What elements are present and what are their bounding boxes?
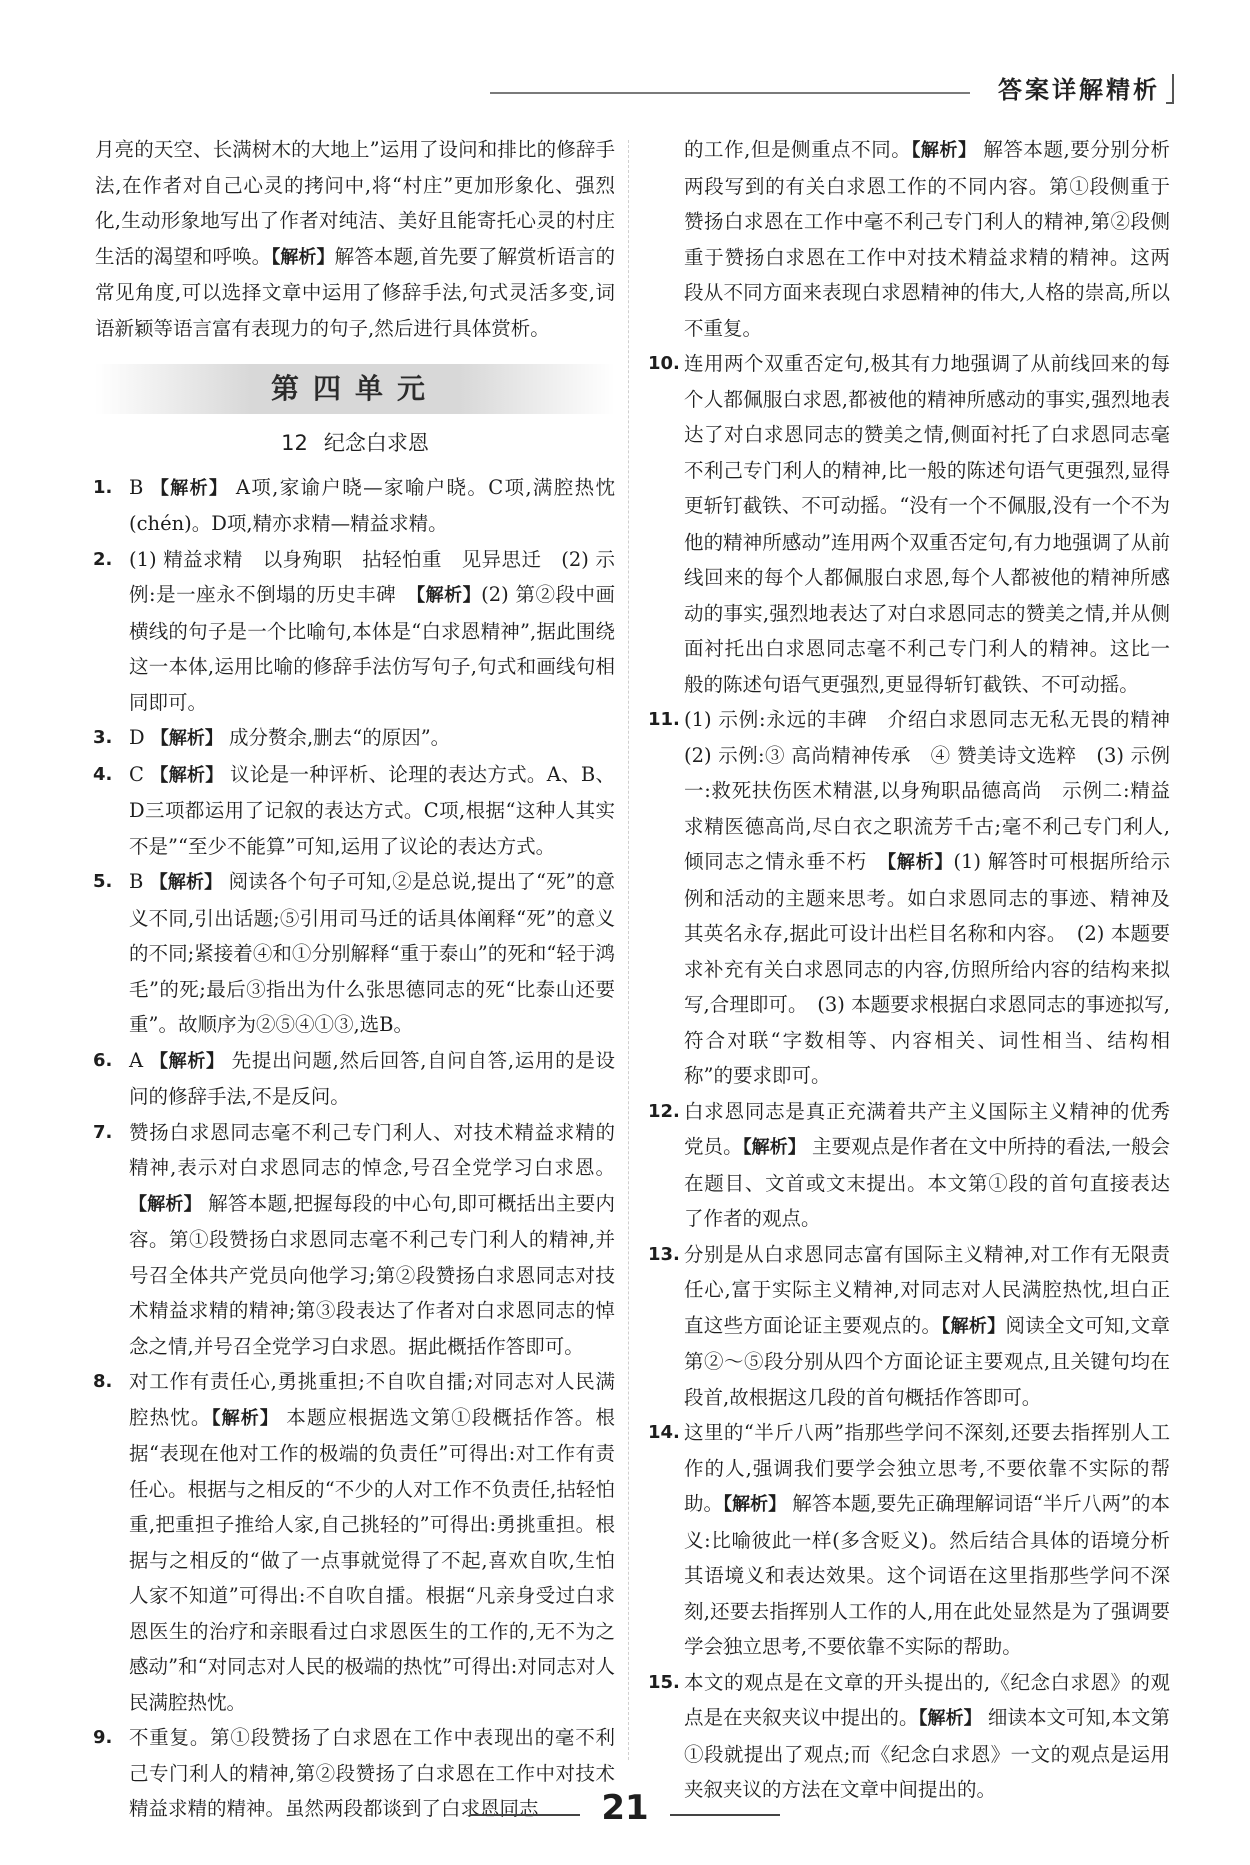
analysis-tag: 【解析】 xyxy=(149,1050,225,1072)
analysis-text: (2) 第②段中画横线的句子是一个比喻句,本体是“白求恩精神”,据此围绕这一本体,运用比喻的修辞手法仿写句子,句式和画线句相同即可。 xyxy=(129,583,615,714)
unit-banner: 第四单元 xyxy=(95,364,615,414)
analysis-text: 本题应根据选文第①段概括作答。根据“表现在他对工作的极端的负责任”可得出:对工作有责任心。根据与之相反的“不少的人对工作不负责任,拈轻怕重,把重担子推给人家,自己挑轻的”可得出:勇挑重担。根据与之相反的“做了一点事就觉得了不起,喜欢自吹,生怕人家不知道”可得出:不自吹自擂。根据“凡亲身受过白求恩医生的治疗和亲眼看过白求恩医生的工作的,无不为之感动”和“对同志对人民的极端的热忱”可得出:对同志对人民满腔热忱。 xyxy=(129,1405,615,1714)
right-column xyxy=(648,132,1190,1808)
answer-item xyxy=(650,1415,1170,1665)
intro-paragraph xyxy=(95,132,615,346)
answer-item xyxy=(95,470,615,542)
analysis-tag: 【解析】 xyxy=(742,1137,806,1158)
lesson-number: 12 xyxy=(281,431,308,455)
intro-text: 月亮的天空、长满树木的大地上”运用了设问和排比的修辞手法,在作者对自己心灵的拷问中,将“村庄”更加形象化、强烈化,生动形象地写出了作者对纯洁、美好且能寄托心灵的村庄生活的渴望和呼唤。 xyxy=(95,138,615,268)
item-number: 5. xyxy=(93,871,113,892)
answer-item xyxy=(95,757,615,865)
analysis-tag: 【解析】 xyxy=(887,852,954,873)
item-number: 4. xyxy=(93,763,113,785)
analysis-text: (1) 解答时可根据所给示例和活动的主题来思考。如白求恩同志的事迹、精神及其英名永存,据此可设计出栏目名称和内容。 (2) 本题要求补充有关白求恩同志的内容,仿照所给内容的结构来拟写,合理即可。 (3) 本题要求根据白求恩同志的事迹拟写,符合对联“字数相等、内容相关、词性相当、结构相称”的要求即可。 xyxy=(684,850,1170,1087)
item-number: 12. xyxy=(648,1100,680,1122)
page-header xyxy=(0,70,1250,110)
lesson-name: 纪念白求恩 xyxy=(323,431,429,455)
answer-text: 本文的观点是在文章的开头提出的,《纪念白求恩》的观点是在夹叙夹议中提出的。 xyxy=(684,1670,1170,1729)
answer-item xyxy=(650,1094,1170,1237)
analysis-text: 阅读全文可知,文章第②～⑤段分别从四个方面论证主要观点,且关键句均在段首,故根据这几段的首句概括作答即可。 xyxy=(684,1313,1170,1409)
analysis-tag: 【解析】 xyxy=(150,477,229,499)
analysis-tag: 【解析】 xyxy=(211,1407,279,1429)
answer-text: 的工作,但是侧重点不同。 xyxy=(684,138,912,161)
answer-item xyxy=(95,1364,615,1720)
analysis-tag: 【解析】 xyxy=(150,728,223,749)
analysis-tag: 【解析】 xyxy=(150,764,224,786)
analysis-text: 细读本文可知,本文第①段就提出了观点;而《纪念白求恩》一文的观点是运用夹叙夹议的方法在文章中间提出的。 xyxy=(684,1706,1170,1801)
header-title: 答案详解精析 xyxy=(990,70,1160,105)
header-rule xyxy=(490,92,970,94)
header-bracket xyxy=(1166,74,1174,104)
answer-text: 白求恩同志是真正充满着共产主义国际主义精神的优秀党员。 xyxy=(684,1099,1170,1158)
answer-item xyxy=(95,542,615,721)
answer-text: (1) 精益求精 以身殉职 拈轻怕重 见异思迁 (2) 示例:是一座永不倒塌的历史丰碑 xyxy=(129,547,615,606)
answer-text: 对工作有责任心,勇挑重担;不自吹自擂;对同志对人民满腔热忱。 xyxy=(129,1370,615,1429)
item-number: 1. xyxy=(93,476,113,498)
analysis-text: “没有一个不佩服,没有一个不为他的精神所感动”连用两个双重否定句,有力地强调了从前线回来的每个人都佩服白求恩,每个人都被他的精神所感动的事实,强烈地表达了对白求恩同志的赞美之情,并从侧面衬托出白求恩同志毫不利己专门利人的精神。这比一般的陈述句语气更强烈,更显得斩钉截铁、不可动摇。 xyxy=(684,494,1170,696)
answer-text: B xyxy=(129,475,151,499)
answer-text: 分别是从白求恩同志富有国际主义精神,对工作有无限责任心,富于实际主义精神,对同志对人民满腔热忱,坦白正直这些方面论证主要观点的。 xyxy=(684,1242,1170,1337)
item-number: 9. xyxy=(93,1727,113,1748)
item-number: 10. xyxy=(648,353,680,374)
analysis-text: 解答本题,要分别分析两段写到的有关白求恩工作的不同内容。第①段侧重于赞扬白求恩在工作中毫不利己专门利人的精神,第②段侧重于赞扬白求恩在工作中对技术精益求精的精神。这两段从不同方面来表现白求恩精神的伟大,人格的崇高,所以不重复。 xyxy=(684,138,1170,340)
analysis-tag: 【解析】 xyxy=(416,585,482,606)
item-number: 6. xyxy=(93,1049,113,1071)
analysis-tag: 【解析】 xyxy=(129,1193,202,1215)
analysis-tag: 【解析】 xyxy=(723,1494,787,1515)
analysis-text: 解答本题,把握每段的中心句,即可概括出主要内容。第①段赞扬白求恩同志毫不利己专门利人的精神,并号召全体共产党员向他学习;第②段赞扬白求恩同志对技术精益求精的精神;第③段表达了作者对白求恩同志的悼念之情,并号召全党学习白求恩。据此概括作答即可。 xyxy=(129,1191,616,1358)
answer-text: 连用两个双重否定句,极其有力地强调了从前线回来的每个人都佩服白求恩,都被他的精神所感动的事实,强烈地表达了对白求恩同志的赞美之情,侧面衬托了白求恩同志毫不利己专门利人的精神,比一般的陈述句语气更强烈,显得更斩钉截铁、不可动摇。 xyxy=(684,352,1170,517)
analysis-tag: 【解析】 xyxy=(149,872,223,893)
item-number: 14. xyxy=(648,1422,680,1443)
left-column xyxy=(95,132,615,1827)
answer-text: A xyxy=(129,1048,150,1072)
answer-text: 不重复。第①段赞扬了白求恩在工作中表现出的毫不利己专门利人的精神,第②段赞扬了白求恩在工作中对技术精益求精的精神。虽然两段都谈到了白求恩同志 xyxy=(129,1726,615,1820)
column-divider xyxy=(628,140,629,1760)
answer-text: (1) 示例:永远的丰碑 介绍白求恩同志无私无畏的精神 (2) 示例:③ 高尚精神传承 ④ 赞美诗文选粹 (3) 示例一:救死扶伤医术精湛,以身殉职品德高尚 示例二:精益求精医德高尚,尽白衣之职流芳千古;毫不利己专门利人,倾同志之情永垂不朽 xyxy=(684,708,1190,873)
answer-item xyxy=(95,864,615,1043)
answer-item xyxy=(650,1665,1170,1808)
page-footer xyxy=(0,1788,1250,1838)
answer-item xyxy=(650,1237,1170,1416)
item-number: 15. xyxy=(648,1671,680,1693)
answer-item xyxy=(650,346,1170,702)
continued-answer xyxy=(650,132,1170,346)
analysis-text: 解答本题,要先正确理解词语“半斤八两”的本义:比喻彼此一样(多含贬义)。然后结合具体的语境分析其语境义和表达效果。这个词语在这里指那些学问不深刻,还要去指挥别人工作的人,用在此处显然是为了强调要学会独立思考,不要依靠不实际的帮助。 xyxy=(684,1492,1171,1658)
analysis-tag: 【解析】 xyxy=(941,1315,1006,1337)
analysis-text: 议论是一种评析、论理的表达方式。A、B、D三项都运用了记叙的表达方式。C项,根据“这种人其实不是”“至少不能算”可知,运用了议论的表达方式。 xyxy=(129,762,616,858)
page-number: 21 xyxy=(601,1788,649,1828)
analysis-tag: 【解析】 xyxy=(918,1708,982,1729)
answer-item xyxy=(95,1043,615,1115)
answer-text: C xyxy=(129,762,151,786)
answer-text: 这里的“半斤八两”指那些学问不深刻,还要去指挥别人工作的人,强调我们要学会独立思考,不要依靠不实际的帮助。 xyxy=(684,1421,1170,1515)
item-number: 3. xyxy=(93,727,113,748)
answer-text: B xyxy=(129,870,150,893)
answer-item xyxy=(95,720,615,757)
answer-item xyxy=(648,702,1190,1094)
answer-item xyxy=(95,1115,615,1365)
answer-text: D xyxy=(129,726,151,749)
lesson-title xyxy=(95,426,615,462)
intro-analysis: 解答本题,首先要了解赏析语言的常见角度,可以选择文章中运用了修辞手法,句式灵活多变,词语新颖等语言富有表现力的句子,然后进行具体赏析。 xyxy=(95,244,615,340)
analysis-text: 先提出问题,然后回答,自问自答,运用的是设问的修辞手法,不是反问。 xyxy=(129,1048,616,1108)
analysis-text: 阅读各个句子可知,②是总说,提出了“死”的意义不同,引出话题;⑤引用司马迁的话具体阐释“死”的意义的不同;紧接着④和①分别解释“重于泰山”的死和“轻于鸿毛”的死;最后③指出为什么张思德同志的死“比泰山还要重”。故顺序为②⑤④①③,选B。 xyxy=(129,870,616,1036)
item-number: 8. xyxy=(93,1371,113,1392)
item-number: 13. xyxy=(648,1243,680,1265)
analysis-tag: 【解析】 xyxy=(911,140,977,161)
item-number: 2. xyxy=(93,548,113,570)
answer-text: 赞扬白求恩同志毫不利己专门利人、对技术精益求精的精神,表示对白求恩同志的悼念,号召全党学习白求恩。 xyxy=(129,1120,615,1179)
analysis-text: 主要观点是作者在文中所持的看法,一般会在题目、文首或文末提出。本文第①段的首句直接表达了作者的观点。 xyxy=(684,1135,1170,1230)
footer-rule-right xyxy=(670,1814,780,1816)
analysis-tag: 【解析】 xyxy=(271,246,335,268)
item-number: 7. xyxy=(93,1121,113,1143)
analysis-text: A项,家谕户晓—家喻户晓。C项,满腔热忱(chén)。D项,精亦求精—精益求精。 xyxy=(129,475,615,535)
footer-rule-left xyxy=(470,1814,580,1816)
analysis-text: 成分赘余,删去“的原因”。 xyxy=(222,726,451,749)
item-number: 11. xyxy=(648,709,680,730)
